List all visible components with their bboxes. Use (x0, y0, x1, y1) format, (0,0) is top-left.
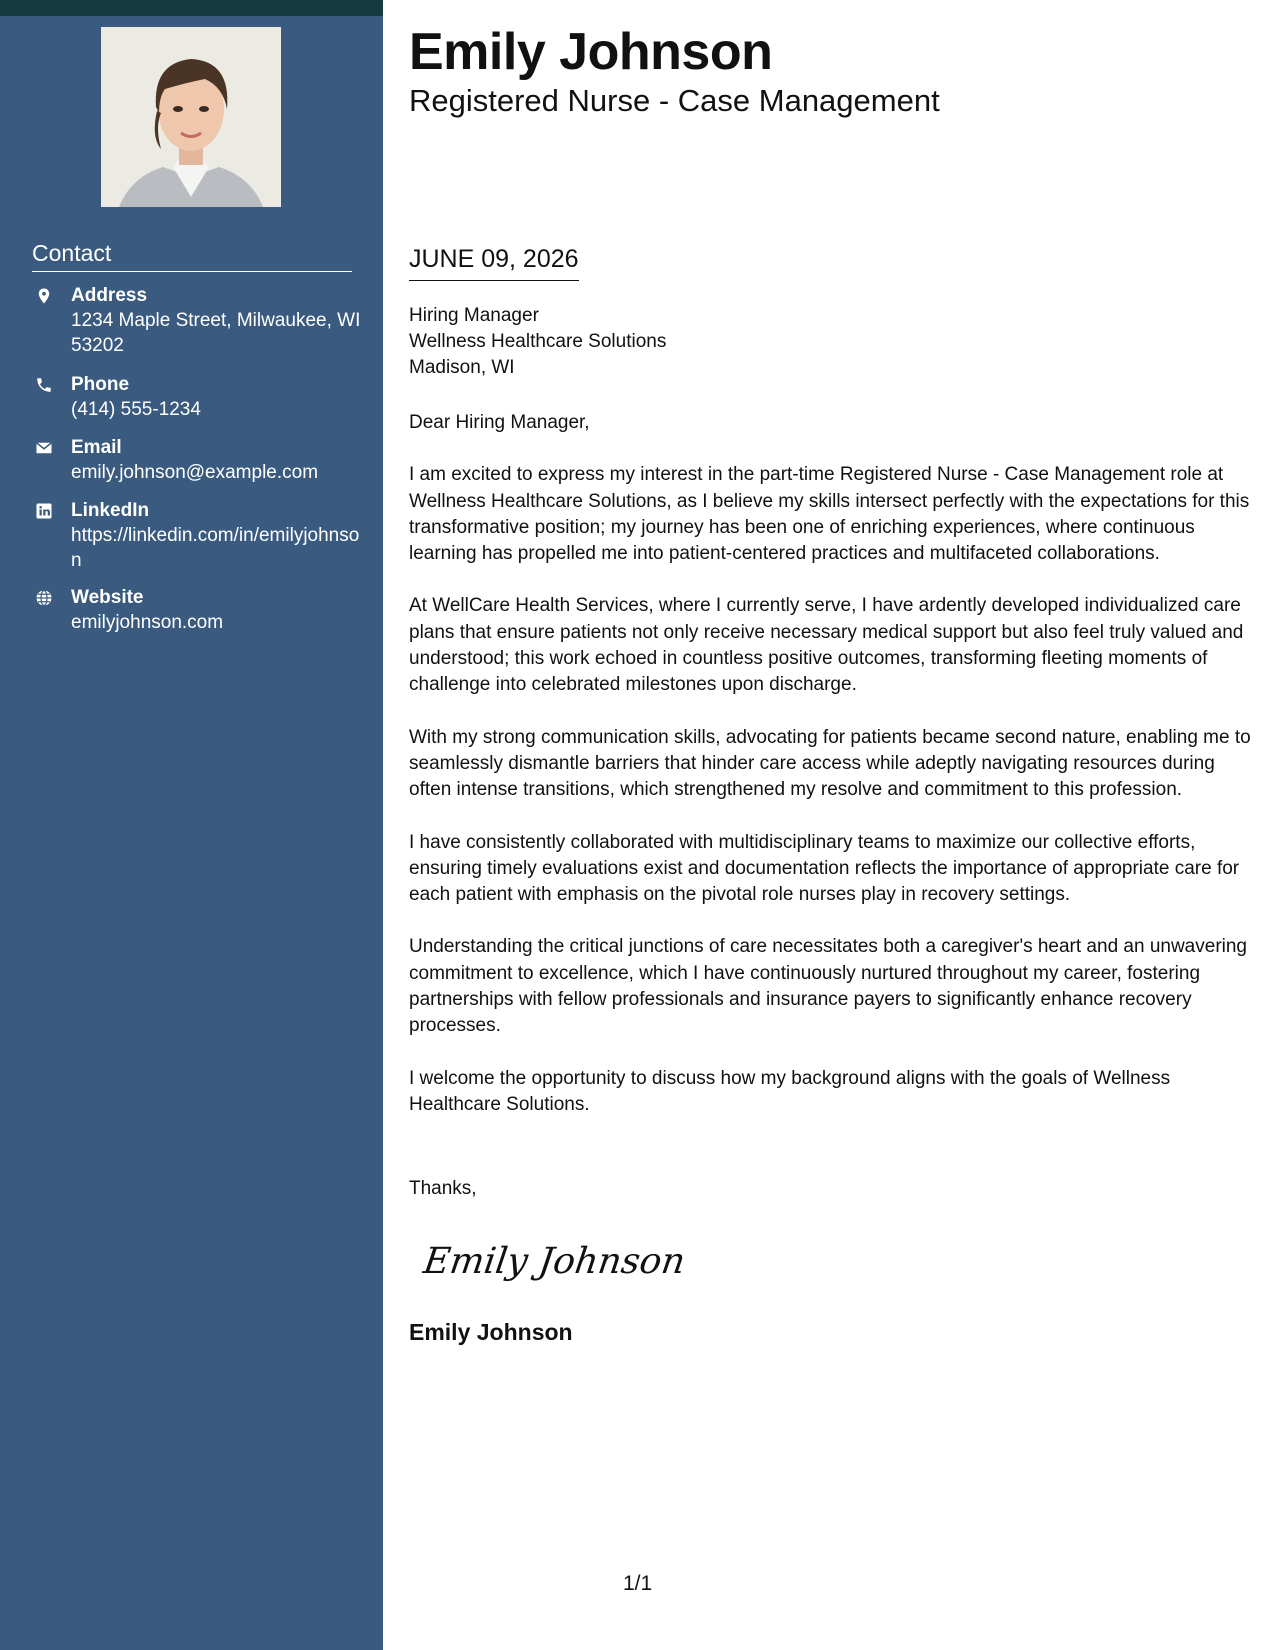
contact-label: Phone (71, 374, 130, 395)
globe-icon (35, 589, 53, 607)
contact-label: Address (71, 285, 148, 306)
letter-date: JUNE 09, 2026 (409, 245, 579, 281)
contact-label: Website (71, 587, 144, 608)
contact-address (32, 284, 362, 373)
linkedin-icon (35, 502, 53, 520)
contact-label: LinkedIn (71, 500, 150, 521)
letter-paragraph: With my strong communication skills, advocating for patients became second nature, enabling me to seamlessly dismantle barriers that hinder care access while adeptly navigating resources during often intense transitions, which strengthened my resolve and commitment to this profession. (409, 726, 1251, 801)
contact-list (32, 284, 362, 635)
address-value: 1234 Maple Street, Milwaukee, WI 53202 (71, 310, 361, 356)
sidebar-top-bar (0, 0, 383, 16)
location-pin-icon (35, 287, 53, 305)
signature-text: Emily Johnson (420, 1239, 688, 1282)
letter-paragraph: At WellCare Health Services, where I currently serve, I have ardently developed individualized care plans that ensure patients not only receive necessary medical support but also feel truly valued and understood; this work echoed in countless positive outcomes, transforming fleeting moments of challenge into celebrated milestones upon discharge. (409, 595, 1244, 696)
phone-value: (414) 555-1234 (71, 399, 201, 420)
signature-image (420, 1225, 688, 1295)
contact-linkedin (32, 499, 362, 586)
linkedin-link[interactable]: https://linkedin.com/in/emilyjohnson (71, 525, 360, 571)
salutation: Dear Hiring Manager, (409, 412, 590, 433)
website-link[interactable]: emilyjohnson.com (71, 612, 224, 633)
email-link[interactable]: emily.johnson@example.com (71, 462, 319, 483)
sidebar (0, 0, 383, 1650)
letter-paragraph: I am excited to express my interest in the part-time Registered Nurse - Case Management role at Wellness Healthcare Solutions, as I believe my skills intersect perfectly with the expectations for this transformative position; my journey has been one of enriching experiences, where continuous learning has propelled me into patient-centered practices and multifaceted collaborations. (409, 464, 1250, 565)
envelope-icon (35, 439, 53, 457)
contact-email (32, 436, 362, 499)
job-title: Registered Nurse - Case Management (409, 83, 940, 118)
contact-website (32, 586, 362, 635)
signer-name: Emily Johnson (409, 1319, 573, 1345)
letter-paragraph: I welcome the opportunity to discuss how my background aligns with the goals of Wellness Healthcare Solutions. (409, 1067, 1171, 1115)
letter-paragraph: Understanding the critical junctions of care necessitates both a caregiver's heart and an unwavering commitment to excellence, which I have continuously nurtured throughout my career, fostering partnerships with fellow professionals and insurance payers to significantly enhance recovery processes. (409, 936, 1247, 1037)
contact-heading: Contact (32, 240, 352, 272)
recipient-block (409, 303, 666, 381)
contact-label: Email (71, 437, 122, 458)
recipient-line: Hiring Manager (409, 305, 539, 326)
avatar (101, 27, 281, 207)
letter-content (409, 410, 1251, 1144)
contact-phone (32, 373, 362, 436)
letter-paragraph: I have consistently collaborated with multidisciplinary teams to maximize our collective efforts, ensuring timely evaluations exist and documentation reflects the importance of appropriate care for each patient with emphasis on the pivotal role nurses play in recovery settings. (409, 831, 1240, 906)
phone-icon (35, 376, 53, 394)
closing: Thanks, (409, 1178, 477, 1199)
page-title: Emily Johnson (409, 23, 773, 81)
recipient-line: Wellness Healthcare Solutions (409, 331, 667, 352)
recipient-line: Madison, WI (409, 357, 515, 378)
page-number: 1/1 (623, 1572, 653, 1595)
